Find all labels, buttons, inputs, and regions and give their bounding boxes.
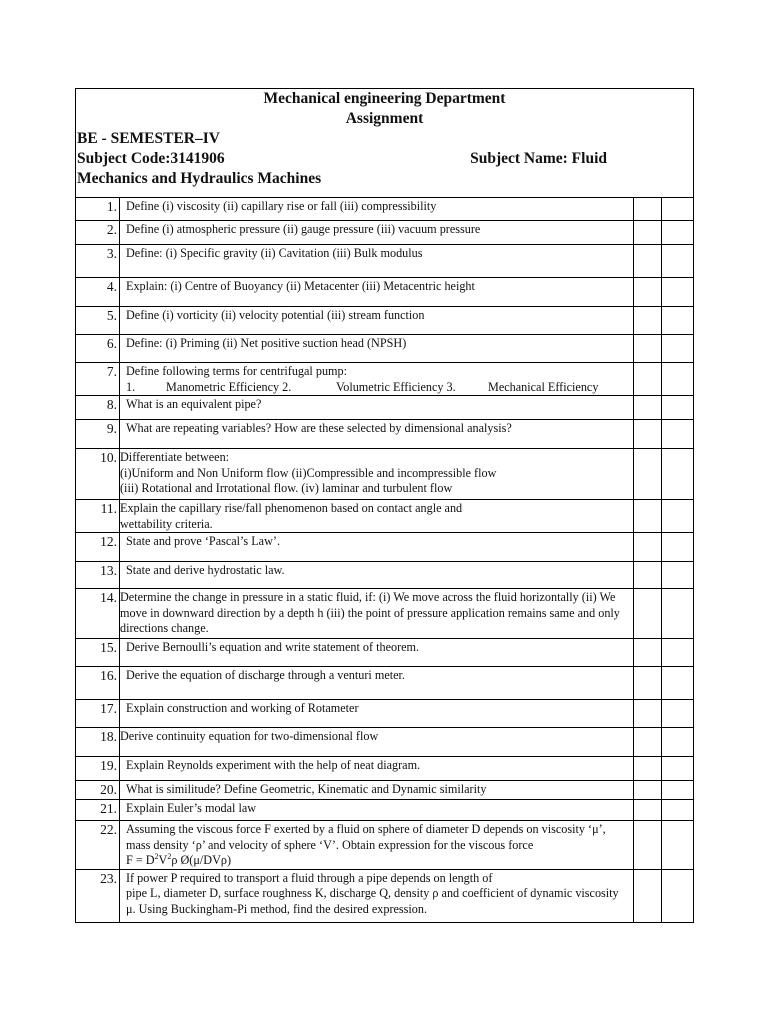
blank-cell: [662, 363, 694, 396]
question-line: Define: (i) Specific gravity (ii) Cavitation (iii) Bulk modulus: [126, 246, 423, 260]
question-number: 7.: [76, 363, 120, 396]
blank-cell: [634, 198, 662, 221]
question-number: 12.: [76, 533, 120, 562]
blank-cell: [634, 869, 662, 922]
subject-code: Subject Code:3141906: [77, 150, 225, 167]
question-number: 8.: [76, 396, 120, 420]
blank-cell: [662, 307, 694, 335]
blank-cell: [662, 800, 694, 821]
question-row: [76, 562, 694, 589]
question-line: Explain construction and working of Rotameter: [126, 701, 359, 715]
blank-cell: [634, 821, 662, 870]
option-item: 1.: [126, 379, 136, 394]
blank-cell: [662, 821, 694, 870]
question-text: [120, 335, 634, 363]
question-line: Assuming the viscous force F exerted by a fluid on sphere of diameter D depends on viscosity ‘μ’,: [126, 822, 606, 836]
blank-cell: [662, 335, 694, 363]
question-number: 21.: [76, 800, 120, 821]
question-line: mass density ‘ρ’ and velocity of sphere ‘V’. Obtain expression for the viscous force: [126, 837, 534, 852]
blank-cell: [634, 533, 662, 562]
option-item: Manometric Efficiency 2.: [166, 379, 292, 394]
question-text: [120, 245, 634, 278]
question-row: [76, 869, 694, 922]
semester-label: BE - SEMESTER–IV: [77, 130, 220, 147]
blank-cell: [662, 245, 694, 278]
question-line: Explain the capillary rise/fall phenomenon based on contact angle and: [120, 501, 463, 515]
question-row: [76, 728, 694, 757]
question-row: [76, 198, 694, 221]
blank-cell: [634, 700, 662, 728]
question-text: [120, 700, 634, 728]
blank-cell: [634, 589, 662, 639]
question-number: 20.: [76, 781, 120, 800]
blank-cell: [662, 198, 694, 221]
question-number: 23.: [76, 869, 120, 922]
formula-part: ρ Ø(μ/DVρ): [171, 853, 232, 867]
question-text: [120, 667, 634, 700]
question-line: (iii) Rotational and Irrotational flow. (iv) laminar and turbulent flow: [120, 481, 453, 495]
question-number: 13.: [76, 562, 120, 589]
blank-cell: [634, 420, 662, 449]
question-text: [120, 800, 634, 821]
blank-cell: [634, 363, 662, 396]
question-text: [120, 869, 634, 922]
question-line: Derive continuity equation for two-dimensional flow: [120, 729, 379, 743]
question-number: 22.: [76, 821, 120, 870]
question-row: [76, 278, 694, 307]
question-row: [76, 821, 694, 870]
assignment-document: [75, 88, 694, 923]
blank-cell: [634, 728, 662, 757]
question-number: 3.: [76, 245, 120, 278]
question-text: [120, 533, 634, 562]
question-text: [120, 781, 634, 800]
question-number: 4.: [76, 278, 120, 307]
question-line: Differentiate between:: [120, 450, 230, 464]
question-line: μ. Using Buckingham-Pi method, find the desired expression.: [126, 901, 428, 916]
blank-cell: [662, 396, 694, 420]
question-number: 9.: [76, 420, 120, 449]
blank-cell: [634, 800, 662, 821]
question-text: [120, 500, 634, 533]
question-line: pipe L, diameter D, surface roughness K, discharge Q, density ρ and coefficient of dynamic viscosity: [126, 886, 619, 900]
question-number: 16.: [76, 667, 120, 700]
question-line: (i)Uniform and Non Uniform flow (ii)Compressible and incompressible flow: [120, 465, 497, 480]
question-line: Derive Bernoulli’s equation and write statement of theorem.: [126, 640, 420, 654]
question-text: [120, 589, 634, 639]
question-line: Define (i) viscosity (ii) capillary rise or fall (iii) compressibility: [126, 199, 437, 213]
blank-cell: [662, 221, 694, 245]
question-row: [76, 589, 694, 639]
question-number: 5.: [76, 307, 120, 335]
question-line: Define following terms for centrifugal pump:: [126, 364, 348, 378]
question-row: [76, 245, 694, 278]
option-item: Mechanical Efficiency: [488, 379, 599, 394]
question-options: [126, 380, 633, 396]
blank-cell: [662, 781, 694, 800]
question-text: [120, 821, 634, 870]
question-text: [120, 562, 634, 589]
blank-cell: [662, 500, 694, 533]
question-text: [120, 278, 634, 307]
question-row: [76, 533, 694, 562]
department-title: Mechanical engineering Department: [263, 90, 506, 107]
question-row: [76, 781, 694, 800]
blank-cell: [634, 449, 662, 500]
formula-part: 2: [154, 851, 159, 861]
blank-cell: [634, 781, 662, 800]
question-row: [76, 500, 694, 533]
blank-cell: [662, 533, 694, 562]
blank-cell: [662, 667, 694, 700]
question-line: Define (i) vorticity (ii) velocity potential (iii) stream function: [126, 308, 425, 322]
question-line: Derive the equation of discharge through a venturi meter.: [126, 668, 405, 682]
question-row: [76, 667, 694, 700]
question-row: [76, 757, 694, 781]
question-line: State and derive hydrostatic law.: [126, 563, 285, 577]
questions-table: [75, 197, 694, 923]
blank-cell: [634, 278, 662, 307]
question-row: [76, 800, 694, 821]
blank-cell: [662, 589, 694, 639]
question-line: directions change.: [120, 621, 209, 635]
blank-cell: [662, 728, 694, 757]
question-line: Define: (i) Priming (ii) Net positive suction head (NPSH): [126, 336, 407, 350]
blank-cell: [634, 396, 662, 420]
question-text: [120, 449, 634, 500]
formula-part: 2: [167, 851, 172, 861]
blank-cell: [634, 221, 662, 245]
question-row: [76, 449, 694, 500]
question-number: 19.: [76, 757, 120, 781]
question-row: [76, 307, 694, 335]
blank-cell: [634, 335, 662, 363]
question-number: 15.: [76, 639, 120, 667]
question-row: [76, 700, 694, 728]
subject-name: Subject Name: Fluid: [470, 150, 607, 167]
blank-cell: [662, 869, 694, 922]
question-row: [76, 335, 694, 363]
question-row: [76, 221, 694, 245]
question-row: [76, 363, 694, 396]
question-row: [76, 420, 694, 449]
question-text: [120, 728, 634, 757]
question-text: [120, 396, 634, 420]
question-text: [120, 420, 634, 449]
blank-cell: [634, 245, 662, 278]
question-line: Determine the change in pressure in a static fluid, if: (i) We move across the fluid horizontally (ii) We: [120, 590, 616, 604]
question-line: Explain Euler’s modal law: [126, 801, 257, 815]
formula-part: V: [158, 853, 168, 867]
question-text: [120, 221, 634, 245]
question-text: [120, 198, 634, 221]
question-number: 18.: [76, 728, 120, 757]
question-line: Explain: (i) Centre of Buoyancy (ii) Metacenter (iii) Metacentric height: [126, 279, 475, 293]
question-line: Explain Reynolds experiment with the help of neat diagram.: [126, 758, 421, 772]
question-number: 14.: [76, 589, 120, 639]
question-line: What are repeating variables? How are these selected by dimensional analysis?: [126, 421, 512, 435]
question-line: State and prove ‘Pascal’s Law’.: [126, 534, 280, 548]
question-number: 1.: [76, 198, 120, 221]
question-line: wettability criteria.: [120, 516, 213, 531]
question-text: [120, 307, 634, 335]
blank-cell: [634, 562, 662, 589]
formula-part: F = D: [126, 853, 155, 867]
option-item: Volumetric Efficiency 3.: [336, 379, 456, 394]
question-line: Define (i) atmospheric pressure (ii) gauge pressure (iii) vacuum pressure: [126, 222, 481, 236]
blank-cell: [662, 639, 694, 667]
question-number: 2.: [76, 221, 120, 245]
question-row: [76, 396, 694, 420]
blank-cell: [662, 449, 694, 500]
blank-cell: [662, 562, 694, 589]
question-number: 10.: [76, 449, 120, 500]
question-number: 6.: [76, 335, 120, 363]
document-type: Assignment: [345, 110, 424, 127]
question-line: If power P required to transport a fluid through a pipe depends on length of: [126, 870, 493, 885]
question-line: move in downward direction by a depth h (iii) the point of pressure application remains same and only: [120, 605, 620, 620]
question-line: What is an equivalent pipe?: [126, 397, 262, 411]
question-text: [120, 757, 634, 781]
question-row: [76, 639, 694, 667]
blank-cell: [662, 278, 694, 307]
question-number: 17.: [76, 700, 120, 728]
blank-cell: [634, 500, 662, 533]
blank-cell: [662, 700, 694, 728]
blank-cell: [662, 757, 694, 781]
blank-cell: [662, 420, 694, 449]
blank-cell: [634, 757, 662, 781]
question-text: [120, 639, 634, 667]
question-number: 11.: [76, 500, 120, 533]
blank-cell: [634, 307, 662, 335]
blank-cell: [634, 639, 662, 667]
subject-name-continued: Mechanics and Hydraulics Machines: [77, 170, 322, 187]
viscous-force-formula: [126, 853, 633, 869]
document-header: [75, 88, 694, 197]
question-text: [120, 363, 634, 396]
question-line: What is similitude? Define Geometric, Kinematic and Dynamic similarity: [126, 782, 487, 796]
blank-cell: [634, 667, 662, 700]
